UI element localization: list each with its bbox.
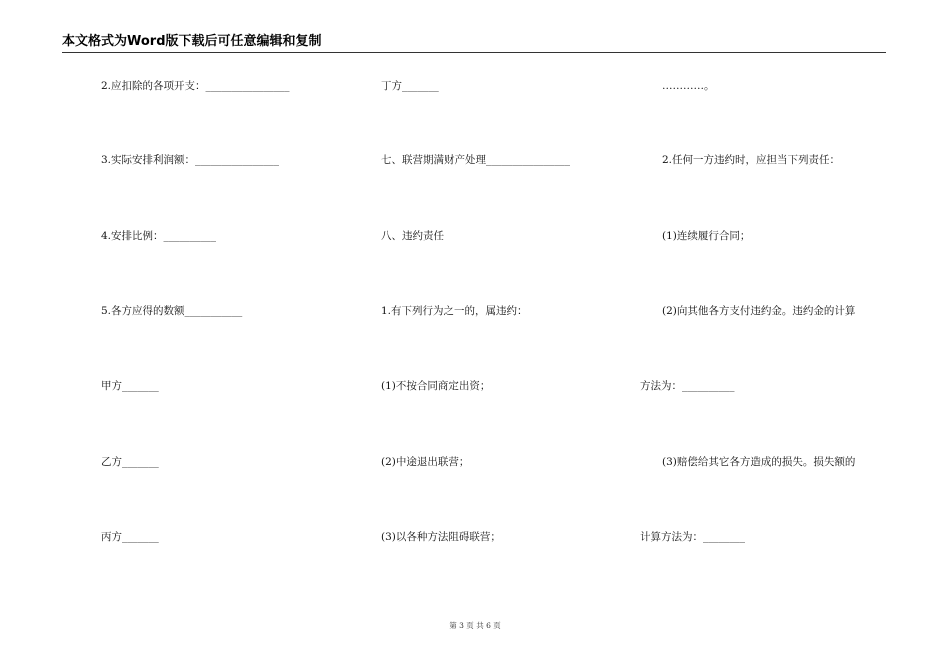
right-line-compensation-method: 计算方法为：________ <box>640 531 745 543</box>
left-line-deductions: 2.应扣除的各项开支：________________ <box>101 80 290 92</box>
right-line-continue: (1)连续履行合同； <box>662 230 751 242</box>
left-line-party-a: 甲方_______ <box>101 380 159 392</box>
right-line-compensation: (3)赔偿给其它各方造成的损失。损失额的 <box>662 456 856 468</box>
middle-line-liability-heading: 八、违约责任 <box>381 230 444 242</box>
right-line-penalty-method: 方法为：__________ <box>640 380 735 392</box>
middle-line-party-d: 丁方_______ <box>381 80 439 92</box>
right-line-responsibility: 2.任何一方违约时，应担当下列责任： <box>662 154 841 166</box>
left-line-party-c: 丙方_______ <box>101 531 159 543</box>
middle-line-breach-intro: 1.有下列行为之一的，属违约： <box>381 305 528 317</box>
document-header-title: 本文格式为Word版下载后可任意编辑和复制 <box>62 34 322 49</box>
page-number: 第 3 页 共 6 页 <box>449 621 501 630</box>
right-line-ellipsis: …………。 <box>662 80 715 92</box>
left-line-amount: 5.各方应得的数额___________ <box>101 305 243 317</box>
middle-line-breach-2: (2)中途退出联营； <box>381 456 470 468</box>
left-line-party-b: 乙方_______ <box>101 456 159 468</box>
left-line-ratio: 4.安排比例：__________ <box>101 230 217 242</box>
header-divider <box>62 52 886 53</box>
middle-line-property: 七、联营期满财产处理________________ <box>381 154 570 166</box>
middle-line-breach-1: (1)不按合同商定出资； <box>381 380 491 392</box>
right-line-penalty: (2)向其他各方支付违约金。违约金的计算 <box>662 305 856 317</box>
left-line-profit: 3.实际安排利润额：________________ <box>101 154 280 166</box>
middle-line-breach-3: (3)以各种方法阻碍联营； <box>381 531 501 543</box>
